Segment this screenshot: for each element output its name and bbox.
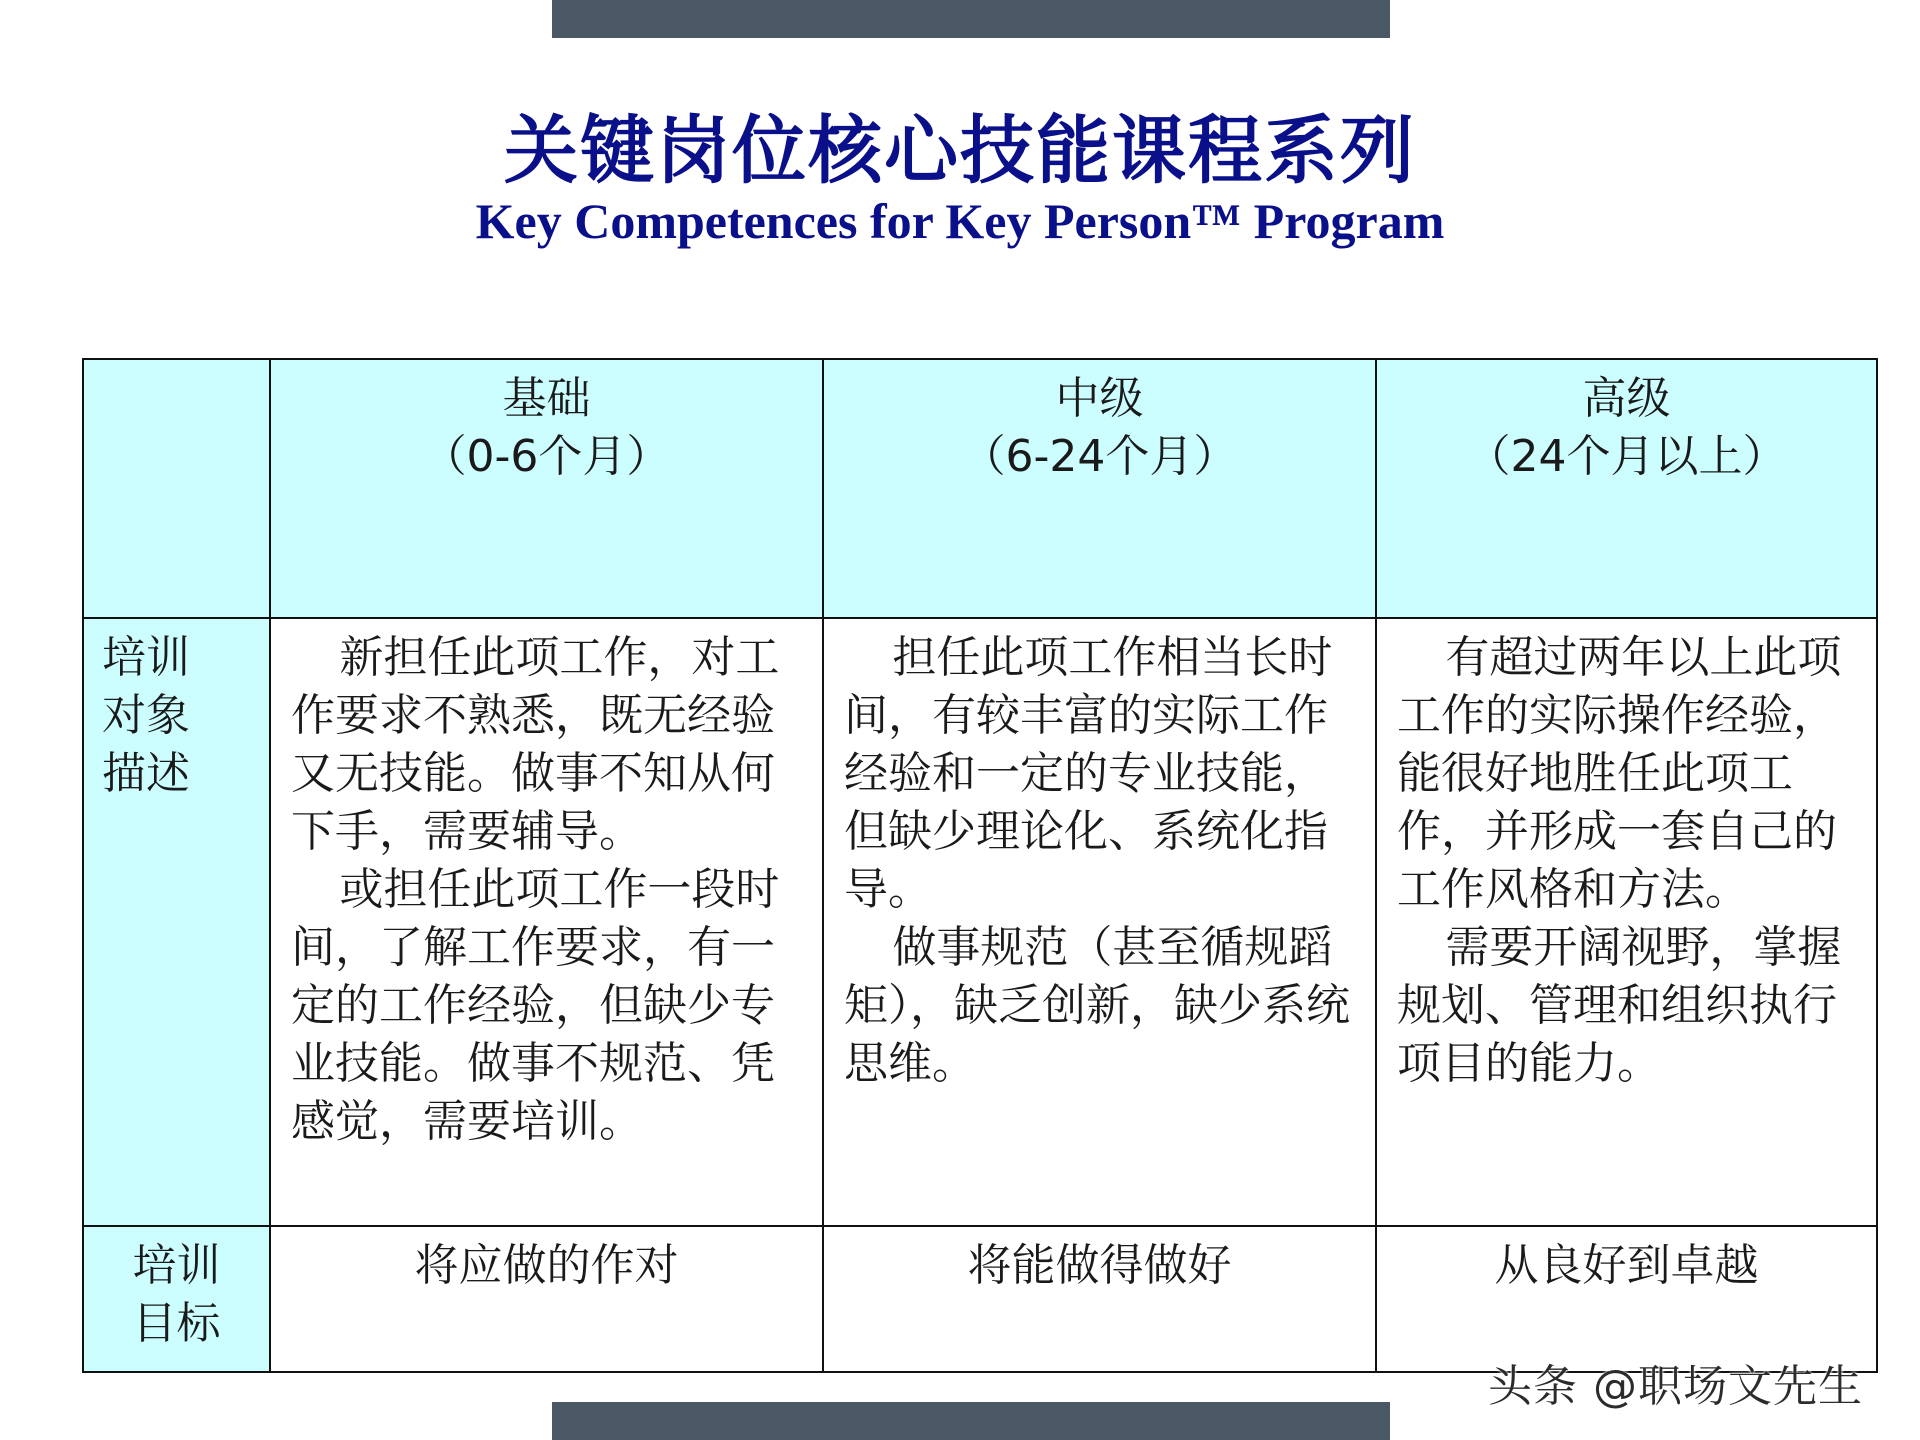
top-decorative-bar (552, 0, 1390, 38)
column-title: 高级 (1582, 373, 1671, 424)
bottom-decorative-bar (552, 1402, 1390, 1440)
column-period: （6-24个月） (961, 431, 1238, 482)
column-title: 基础 (502, 373, 591, 424)
label-line: 对象 (102, 690, 190, 741)
column-header-advanced (1376, 359, 1877, 618)
column-header-basic (270, 359, 823, 618)
description-cell-intermediate (823, 618, 1376, 1226)
label-line: 培训 (102, 632, 190, 683)
column-period: （0-6个月） (422, 431, 671, 482)
paragraph: 新担任此项工作，对工作要求不熟悉，既无经验又无技能。做事不知从何下手，需要辅导。 (291, 632, 780, 857)
row-label-goal (83, 1226, 270, 1372)
watermark: 头条 @职场文先生 (1488, 1361, 1863, 1412)
competence-table (82, 358, 1878, 1373)
paragraph: 有超过两年以上此项工作的实际操作经验，能很好地胜任此项工作，并形成一套自己的工作风格和方法。 (1397, 632, 1842, 915)
page-subtitle: Key Competences for Key Person™ Program (475, 193, 1445, 249)
goal-cell-intermediate: 将能做得做好 (823, 1226, 1376, 1372)
row-label-description (83, 618, 270, 1226)
paragraph: 做事规范（甚至循规蹈矩），缺乏创新，缺少系统思维。 (844, 922, 1350, 1089)
paragraph: 担任此项工作相当长时间，有较丰富的实际工作经验和一定的专业技能，但缺少理论化、系统化指导。 (844, 632, 1333, 915)
label-line: 培训 (132, 1240, 221, 1291)
column-header-intermediate (823, 359, 1376, 618)
paragraph: 需要开阔视野，掌握规划、管理和组织执行项目的能力。 (1397, 922, 1842, 1089)
column-title: 中级 (1055, 373, 1144, 424)
header-row (83, 359, 1877, 618)
label-line: 目标 (132, 1298, 221, 1349)
page-title: 关键岗位核心技能课程系列 (504, 108, 1416, 194)
label-line: 描述 (102, 748, 190, 799)
goal-cell-advanced: 从良好到卓越 (1376, 1226, 1877, 1372)
goal-cell-basic: 将应做的作对 (270, 1226, 823, 1372)
column-period: （24个月以上） (1466, 431, 1787, 482)
description-cell-basic (270, 618, 823, 1226)
description-cell-advanced (1376, 618, 1877, 1226)
corner-cell (83, 359, 270, 618)
paragraph: 或担任此项工作一段时间，了解工作要求，有一定的工作经验，但缺少专业技能。做事不规范、凭感觉，需要培训。 (291, 864, 780, 1147)
description-row (83, 618, 1877, 1226)
